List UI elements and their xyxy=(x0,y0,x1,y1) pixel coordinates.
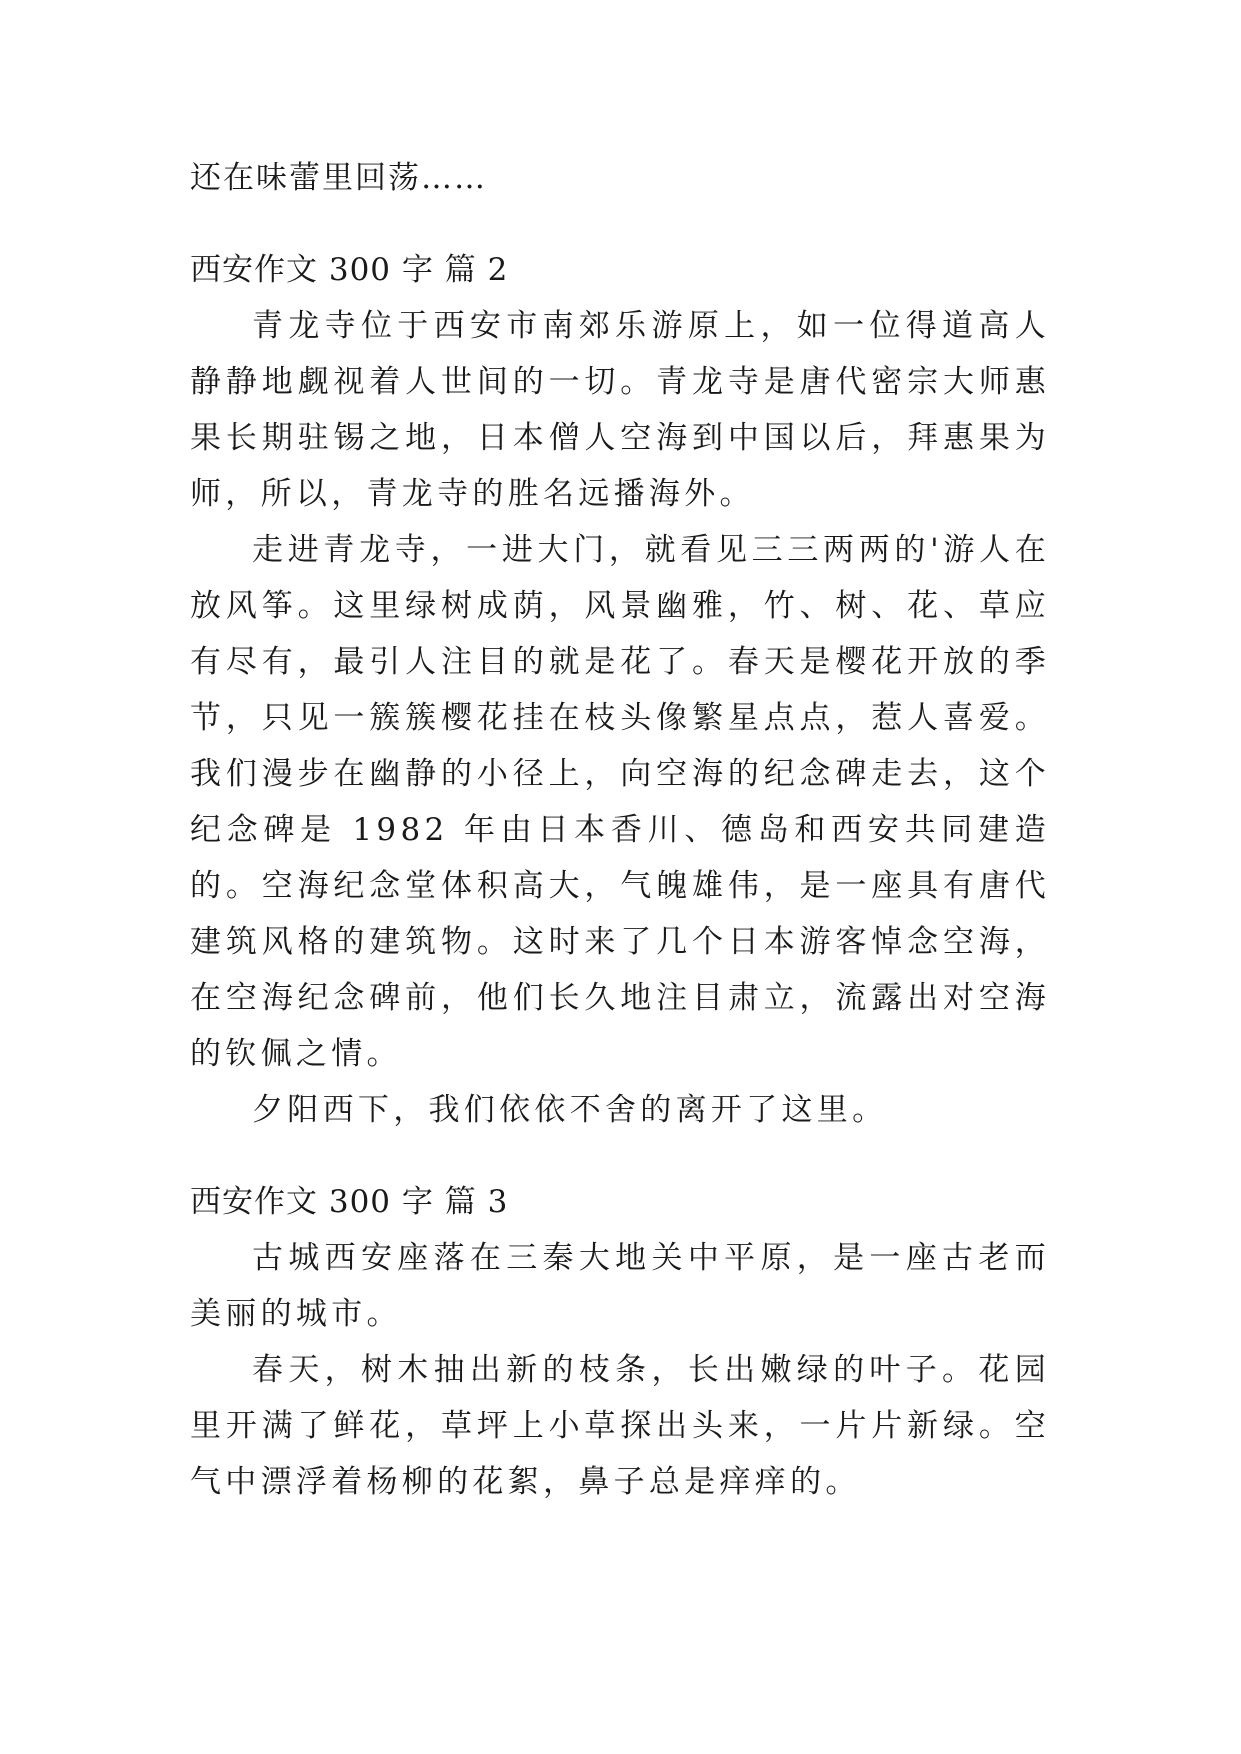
paragraph: 青龙寺位于西安市南郊乐游原上，如一位得道高人静静地觑视着人世间的一切。青龙寺是唐代密宗大师惠果长期驻锡之地，日本僧人空海到中国以后，拜惠果为师，所以，青龙寺的胜名远播海外。 xyxy=(190,308,1050,512)
section-gap xyxy=(190,206,1050,242)
paragraph: 走进青龙寺，一进大门，就看见三三两两的'游人在放风筝。这里绿树成荫，风景幽雅，竹、树、花、草应有尽有，最引人注目的就是花了。春天是樱花开放的季节，只见一簇簇樱花挂在枝头像繁星点点，惹人喜爱。我们漫步在幽静的小径上，向空海的纪念碑走去，这个纪念碑是 1982 年由日本香川、德岛和西安共同建造的。空海纪念堂体积高大，气魄雄伟，是一座具有唐代建筑风格的建筑物。这时来了几个日本游客悼念空海，在空海纪念碑前，他们长久地注目肃立，流露出对空海的钦佩之情。 xyxy=(190,532,1050,1072)
section-title-3: 西安作文 300 字 篇 3 xyxy=(190,1184,509,1220)
paragraph: 夕阳西下，我们依依不舍的离开了这里。 xyxy=(252,1092,888,1128)
section-gap xyxy=(190,1138,1050,1174)
paragraph: 古城西安座落在三秦大地关中平原，是一座古老而美丽的城市。 xyxy=(190,1240,1050,1332)
document-body xyxy=(190,150,1050,1510)
continuation-line: 还在味蕾里回荡…… xyxy=(190,160,487,196)
paragraph: 春天，树木抽出新的枝条，长出嫩绿的叶子。花园里开满了鲜花，草坪上小草探出头来，一片片新绿。空气中漂浮着杨柳的花絮，鼻子总是痒痒的。 xyxy=(190,1352,1050,1500)
section-title-2: 西安作文 300 字 篇 2 xyxy=(190,252,509,288)
